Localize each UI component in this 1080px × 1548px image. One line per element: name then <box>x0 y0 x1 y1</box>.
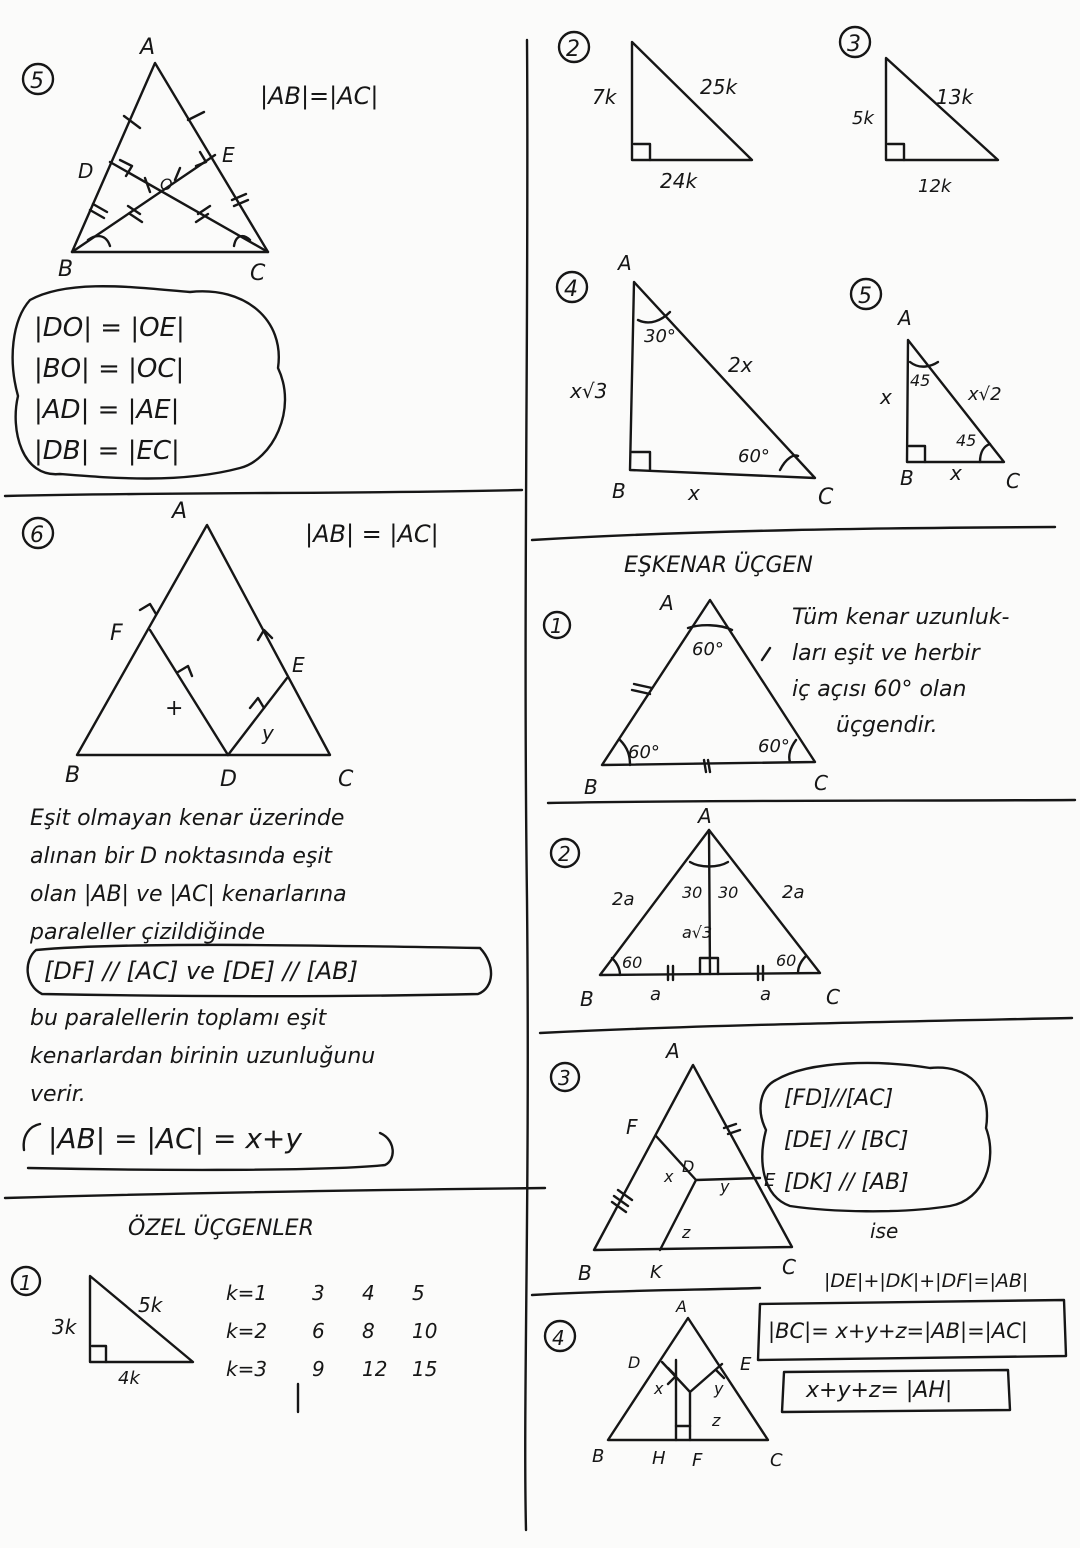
condition-line: [DK] // [AB] <box>784 1170 909 1195</box>
vertex-label-f: F <box>692 1450 703 1471</box>
right-angle-mark <box>92 1346 106 1362</box>
vertex-label-k: K <box>650 1262 662 1283</box>
segment-y: y <box>720 1177 730 1196</box>
vertex-label-d: D <box>78 159 94 183</box>
vertex-label-e: E <box>222 143 235 167</box>
eskenar-2 <box>551 804 840 1011</box>
parallel-explanation <box>30 800 347 952</box>
right-triangle-5-12-13 <box>840 27 998 197</box>
definition-line: Tüm kenar uzunluk- <box>792 605 1010 630</box>
ah-equation: x+y+z= |AH| <box>806 1378 953 1403</box>
side-ab: 2a <box>612 889 635 910</box>
vertex-label-a: A <box>660 591 674 615</box>
segment-z: z <box>712 1411 721 1430</box>
vertex-label-h: H <box>652 1448 666 1469</box>
hyp-label: 5k <box>138 1293 163 1317</box>
vertex-label-b: B <box>900 466 914 490</box>
half-base-right: a <box>760 984 772 1005</box>
base-angle-marks <box>88 236 250 246</box>
vertex-label-b: B <box>584 775 598 799</box>
vertex-label-f: F <box>110 621 123 646</box>
vertex-label-b: B <box>580 987 594 1011</box>
fig-number: 1 <box>550 614 563 638</box>
half-base-left: a <box>650 984 662 1005</box>
side-bc: x <box>688 481 700 505</box>
inner-segments <box>656 1136 760 1250</box>
leg-label-a: 3k <box>52 1315 77 1339</box>
divider-left-1 <box>5 490 522 496</box>
equality-line: |BO| = |OC| <box>34 354 185 384</box>
side-ac: 2a <box>782 882 805 903</box>
explanation-line: alınan bir D noktasında eşit <box>30 844 333 869</box>
vertex-label-a: A <box>676 1297 687 1316</box>
vertex-label-e: E <box>740 1354 752 1375</box>
angle-mark-c <box>980 444 990 462</box>
parallel-arrows-inner <box>178 666 264 708</box>
height-label: a√3 <box>682 923 713 942</box>
vertex-label-c: C <box>814 771 828 795</box>
vertex-label-c: C <box>1006 469 1020 493</box>
divider-right-1 <box>532 527 1055 540</box>
angle-60-right: 60 <box>776 951 797 970</box>
triangle <box>632 42 752 160</box>
vertex-label-a: A <box>140 35 156 60</box>
angle-c: 45 <box>956 431 977 450</box>
explanation-line: Eşit olmayan kenar üzerinde <box>30 806 345 831</box>
vertex-label-a: A <box>698 804 712 828</box>
triangle-45-45-90 <box>851 279 1020 493</box>
angle-b: 60° <box>628 742 660 763</box>
angle-60-left: 60 <box>622 953 643 972</box>
explanation-line: olan |AB| ve |AC| kenarlarına <box>30 882 347 907</box>
conclusion-line: verir. <box>30 1082 86 1107</box>
segment-x: x <box>654 1379 664 1398</box>
hyp-label: 13k <box>936 85 974 109</box>
ise-word: ise <box>870 1219 899 1243</box>
table-row: k=3 9 12 15 <box>226 1357 438 1381</box>
side-ab: x <box>880 385 892 409</box>
hyp-label: 25k <box>700 75 738 99</box>
right-angle-marks-de <box>120 152 206 176</box>
leg-label-b: 4k <box>118 1368 140 1389</box>
table-row: k=1 3 4 5 <box>226 1281 425 1305</box>
vertex-label-b: B <box>65 763 81 788</box>
fig-number: 3 <box>847 32 861 57</box>
equality-line: |AD| = |AE| <box>34 395 180 425</box>
vertical-divider <box>525 40 528 1530</box>
vertex-label-e: E <box>764 1170 776 1191</box>
sum-equation: |DE|+|DK|+|DF|=|AB| <box>824 1270 1029 1292</box>
vertex-label-b: B <box>578 1261 592 1285</box>
fig-number: 5 <box>30 69 44 94</box>
leg-label-a: 5k <box>852 108 874 129</box>
vertex-label-f: F <box>626 1115 638 1139</box>
vertex-label-a: A <box>898 306 912 330</box>
divider-right-3 <box>540 1018 1072 1033</box>
triangle-abc <box>72 63 268 252</box>
conclusion-line: bu paralellerin toplamı eşit <box>30 1006 327 1031</box>
condition-line: [FD]//[AC] <box>784 1086 894 1111</box>
segment-label-x: + <box>165 696 184 721</box>
definition-line: ları eşit ve herbir <box>792 641 980 666</box>
fig-number: 2 <box>558 842 571 866</box>
parallel-result: |AB| = |AC| = x+y <box>48 1122 302 1155</box>
leg-label-b: 24k <box>660 169 698 193</box>
bc-equation: |BC|= x+y+z=|AB|=|AC| <box>768 1319 1028 1343</box>
table-row: k=2 6 8 10 <box>226 1319 438 1343</box>
equality-list <box>34 308 185 472</box>
section-title-eskenar: EŞKENAR ÜÇGEN <box>624 553 813 578</box>
angle-30-left: 30 <box>682 883 703 902</box>
angle-mark-a <box>910 362 938 367</box>
parallel-box-text: [DF] // [AC] ve [DE] // [AB] <box>44 957 358 985</box>
vertex-label-c: C <box>818 485 834 510</box>
condition: |AB| = |AC| <box>305 520 439 548</box>
segment-de <box>228 678 287 755</box>
section-title: ÖZEL ÜÇGENLER <box>128 1216 314 1241</box>
fig-number: 4 <box>552 1326 565 1350</box>
right-angle-mark <box>632 452 650 470</box>
page-dividers <box>5 40 1075 1530</box>
parallel-conclusion <box>30 1000 375 1114</box>
segment-y: y <box>714 1379 724 1398</box>
angle-a: 30° <box>644 326 676 347</box>
leg-label-b: 12k <box>918 176 952 197</box>
altitude <box>709 830 710 974</box>
segment-df <box>150 630 228 755</box>
vertex-label-c: C <box>770 1450 783 1471</box>
tick-marks-bo-oc <box>128 206 210 222</box>
definition-line: iç açısı 60° olan <box>792 677 967 702</box>
vertex-label-a: A <box>172 499 188 524</box>
right-angle-mark <box>909 446 925 462</box>
divider-right-4 <box>532 1288 760 1295</box>
vertex-label-e: E <box>292 653 305 677</box>
explanation-line: paraleller çizildiğinde <box>30 920 265 945</box>
divider-left-2 <box>5 1188 545 1198</box>
vertex-label-c: C <box>338 767 354 792</box>
triangle <box>608 1318 768 1440</box>
eskenar-3 <box>551 1039 796 1285</box>
side-ac: x√2 <box>968 384 1002 405</box>
vertex-label-o: O <box>160 175 173 194</box>
triangle-30-60-90 <box>557 251 834 510</box>
fig-number: 3 <box>558 1066 571 1090</box>
definition-line: üçgendir. <box>836 713 938 738</box>
vertex-label-a: A <box>618 251 632 275</box>
vertex-label-b: B <box>58 257 74 282</box>
eskenar-1 <box>544 591 828 799</box>
k-multiples-table <box>226 1274 437 1388</box>
side-ab: x√3 <box>570 379 608 403</box>
angle-30-right: 30 <box>718 883 739 902</box>
angle-mark-a <box>638 312 670 322</box>
segment-label-y: y <box>262 721 274 745</box>
vertex-label-c: C <box>826 985 840 1009</box>
fig-number: 2 <box>566 37 580 62</box>
vertex-label-c: C <box>250 261 266 286</box>
leg-label-a: 7k <box>592 85 617 109</box>
eskenar-4 <box>545 1297 783 1471</box>
vertex-label-d: D <box>220 767 237 792</box>
fig-number: 4 <box>564 277 578 302</box>
tick-marks-db-ec <box>90 194 248 218</box>
side-ac: 2x <box>728 353 753 377</box>
vertex-label-b: B <box>592 1446 605 1467</box>
vertex-label-a: A <box>666 1039 680 1063</box>
angle-c: 60° <box>738 446 770 467</box>
left-figure-6 <box>23 499 439 792</box>
right-angle-mark <box>634 144 650 160</box>
condition: |AB|=|AC| <box>260 82 379 110</box>
right-triangle-7-24-25 <box>559 32 752 193</box>
segment-cd <box>110 162 268 252</box>
fig-number: 5 <box>858 284 872 309</box>
vertex-label-c: C <box>782 1255 796 1279</box>
vertex-label-b: B <box>612 479 626 503</box>
segment-x: x <box>664 1167 674 1186</box>
angle-a: 60° <box>692 639 724 660</box>
right-angle-mark <box>888 144 904 160</box>
equilateral-definition <box>792 600 1009 744</box>
parallel-conditions <box>784 1078 909 1204</box>
segment-z: z <box>682 1223 691 1242</box>
vertex-label-d: D <box>628 1353 641 1372</box>
fig-number: 6 <box>30 523 44 548</box>
divider-right-2 <box>548 800 1075 803</box>
condition-line: [DE] // [BC] <box>784 1128 909 1153</box>
angle-c: 60° <box>758 736 790 757</box>
left-figure-5 <box>23 35 379 286</box>
fig-number: 1 <box>19 1271 32 1295</box>
side-bc: x <box>950 461 962 485</box>
vertex-label-d: D <box>682 1157 695 1176</box>
angle-a: 45 <box>910 371 931 390</box>
triangle <box>630 282 815 478</box>
equality-line: |DO| = |OE| <box>34 313 185 343</box>
equality-line: |DB| = |EC| <box>34 436 180 466</box>
conclusion-line: kenarlardan birinin uzunluğunu <box>30 1044 376 1069</box>
